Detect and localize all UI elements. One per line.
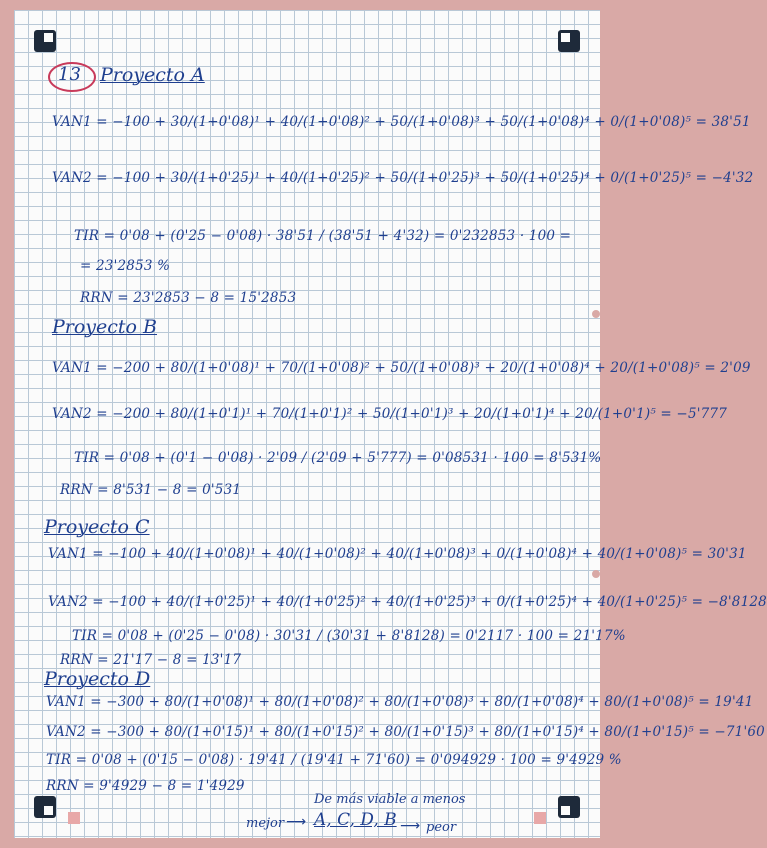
corner-marker-icon <box>34 796 56 818</box>
corner-marker-icon <box>558 30 580 52</box>
equation-line: VAN2 = −300 + 80/(1+0'15)¹ + 80/(1+0'15)² + 80/(1+0'15)³ + 80/(1+0'15)⁴ + 80/(1+0'15)⁵ = −71'60 <box>46 724 765 740</box>
binder-hole <box>592 310 600 318</box>
conclusion-heading: De más viable a menos <box>314 792 466 807</box>
section-title-a: Proyecto A <box>100 64 205 86</box>
equation-line: VAN2 = −100 + 40/(1+0'25)¹ + 40/(1+0'25)² + 40/(1+0'25)³ + 0/(1+0'25)⁴ + 40/(1+0'25)⁵ = −8'8128 <box>48 594 767 610</box>
equation-line: VAN1 = −300 + 80/(1+0'08)¹ + 80/(1+0'08)² + 80/(1+0'08)³ + 80/(1+0'08)⁴ + 80/(1+0'08)⁵ = 19'41 <box>46 694 754 710</box>
problem-number: 13 <box>58 64 81 85</box>
equation-line: VAN1 = −100 + 30/(1+0'08)¹ + 40/(1+0'08)² + 50/(1+0'08)³ + 50/(1+0'08)⁴ + 0/(1+0'08)⁵ = 38'51 <box>52 114 751 130</box>
equation-line: TIR = 0'08 + (0'15 − 0'08) · 19'41 / (19'41 + 71'60) = 0'094929 · 100 = 9'4929 % <box>46 752 622 768</box>
ranking-worst-label: peor <box>426 820 457 835</box>
corner-marker-icon <box>34 30 56 52</box>
ranking: A, C, D, B <box>314 810 397 830</box>
arrow-icon: ⟶ <box>400 818 421 834</box>
equation-line: VAN2 = −200 + 80/(1+0'1)¹ + 70/(1+0'1)² + 50/(1+0'1)³ + 20/(1+0'1)⁴ + 20/(1+0'1)⁵ = −5'777 <box>52 406 728 422</box>
equation-line: RRN = 21'17 − 8 = 13'17 <box>60 652 242 668</box>
equation-line: = 23'2853 % <box>80 258 171 274</box>
ranking-best-label: mejor <box>246 816 285 831</box>
pink-mark <box>534 812 546 824</box>
equation-line: VAN1 = −200 + 80/(1+0'08)¹ + 70/(1+0'08)² + 50/(1+0'08)³ + 20/(1+0'08)⁴ + 20/(1+0'08)⁵ = 2'09 <box>52 360 751 376</box>
equation-line: VAN1 = −100 + 40/(1+0'08)¹ + 40/(1+0'08)² + 40/(1+0'08)³ + 0/(1+0'08)⁴ + 40/(1+0'08)⁵ = 30'31 <box>48 546 747 562</box>
section-title-b: Proyecto B <box>52 316 158 338</box>
equation-line: VAN2 = −100 + 30/(1+0'25)¹ + 40/(1+0'25)² + 50/(1+0'25)³ + 50/(1+0'25)⁴ + 0/(1+0'25)⁵ = −4'32 <box>52 170 754 186</box>
equation-line: TIR = 0'08 + (0'25 − 0'08) · 38'51 / (38'51 + 4'32) = 0'232853 · 100 = <box>74 228 572 244</box>
equation-line: TIR = 0'08 + (0'25 − 0'08) · 30'31 / (30'31 + 8'8128) = 0'2117 · 100 = 21'17% <box>72 628 626 644</box>
equation-line: RRN = 9'4929 − 8 = 1'4929 <box>46 778 245 794</box>
section-title-c: Proyecto C <box>44 516 150 538</box>
equation-line: TIR = 0'08 + (0'1 − 0'08) · 2'09 / (2'09 + 5'777) = 0'08531 · 100 = 8'531% <box>74 450 602 466</box>
section-title-d: Proyecto D <box>44 668 151 690</box>
equation-line: RRN = 8'531 − 8 = 0'531 <box>60 482 242 498</box>
equation-line: RRN = 23'2853 − 8 = 15'2853 <box>80 290 297 306</box>
arrow-icon: ⟶ <box>286 814 307 830</box>
notebook-page <box>14 10 767 838</box>
corner-marker-icon <box>558 796 580 818</box>
binder-hole <box>592 570 600 578</box>
pink-mark <box>68 812 80 824</box>
